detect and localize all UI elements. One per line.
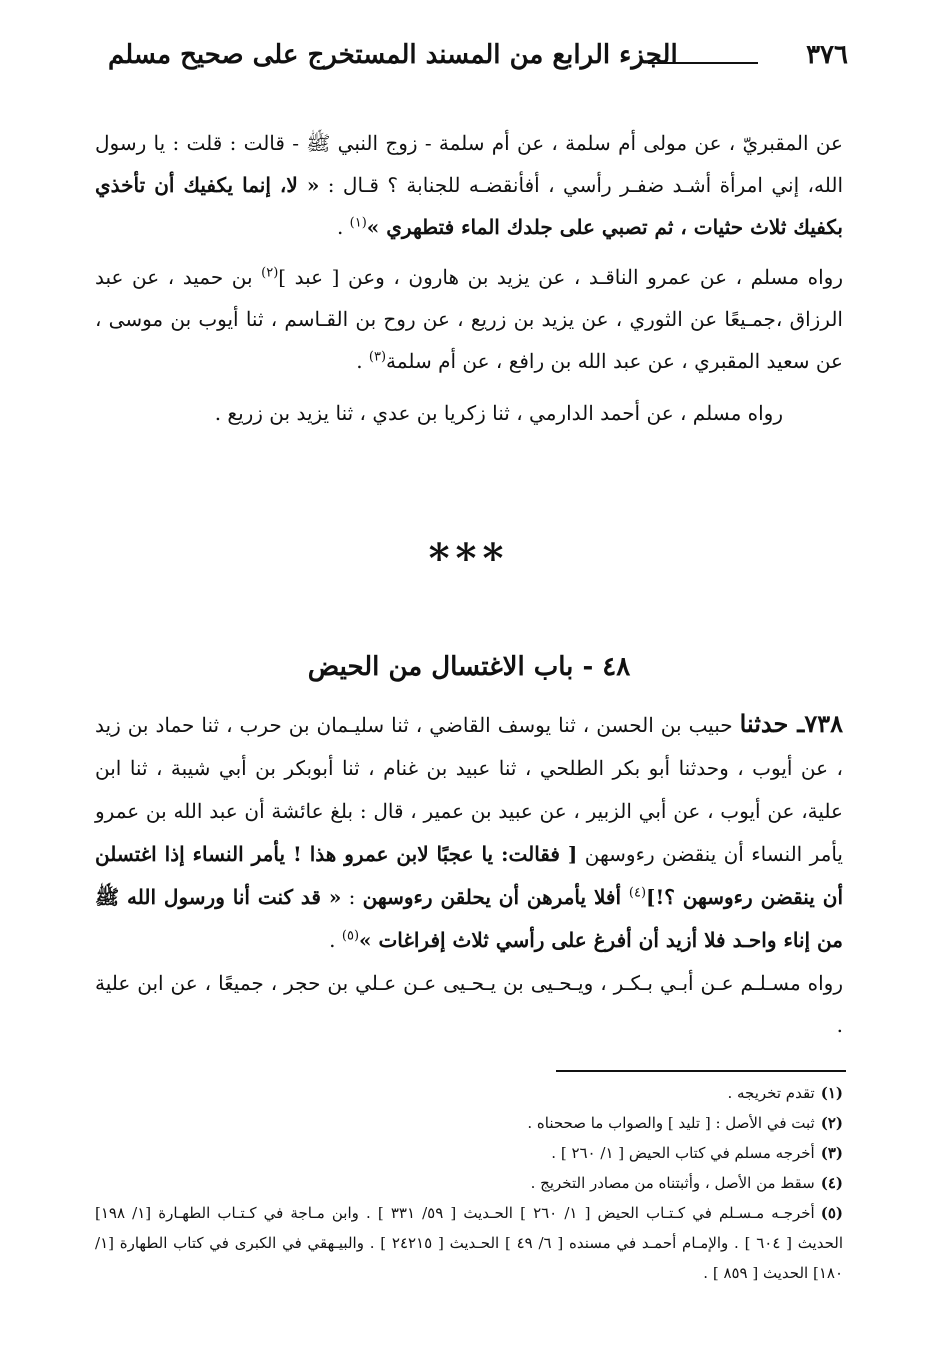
footnote-text: ثبت في الأصل : [ تليد ] والصواب ما صححناه .	[527, 1114, 815, 1132]
page-number: ٣٧٦	[806, 40, 848, 70]
section-separator: ***	[428, 535, 510, 582]
footnote-number: (٥)	[820, 1204, 844, 1222]
chapter-title: ٤٨ - باب الاغتسال من الحيض	[307, 652, 631, 682]
footnote-marker: (٢)	[261, 265, 279, 281]
footnote	[95, 1138, 843, 1168]
hadith-paragraph	[95, 702, 843, 962]
footnote-marker: (٤)	[628, 885, 647, 901]
footnote	[95, 1078, 843, 1108]
footnote-separator	[556, 1070, 846, 1072]
footnote-number: (١)	[820, 1084, 843, 1102]
footnote-number: (٤)	[820, 1174, 843, 1192]
takhrij-text: بن حميد ، عن عبد الرزاق ،جمـيعًا عن الثوري ، عن يزيد بن زريع ، عن روح بن القـاسم ، ثنا أيوب بن موسى ، عن سعيد المقبري ، عن عبد الله بن رافع ، عن أم سلمة	[95, 265, 843, 373]
takhrij-text: رواه مسلم ، عن عمرو الناقـد ، عن يزيد بن هارون ، وعن [ عبد ]	[278, 265, 843, 289]
hadith-number-lead: ٧٣٨ـ حدثنا	[739, 709, 843, 738]
footnote	[95, 1108, 843, 1138]
sentence-end: .	[336, 215, 350, 239]
takhrij-text: رواه مسـلـم عـن أبـي بـكـر ، ويـحـيى بن يـحـيى عـن عـلي بن حجر ، جميعًا ، عن ابن علية .	[95, 971, 843, 1037]
footnotes	[95, 1078, 843, 1288]
running-header	[108, 40, 848, 90]
takhrij-paragraph	[95, 256, 843, 382]
hadith-continuation-paragraph	[95, 122, 843, 248]
takhrij-paragraph	[95, 962, 843, 1046]
footnote-number: (٣)	[820, 1144, 843, 1162]
prophet-quote: « لا، إنما يكفيك أن تأخذي بكفيك ثلاث حثيات ، ثم تصبي على جلدك الماء فتطهري »	[95, 173, 843, 239]
footnote-number: (٢)	[820, 1114, 843, 1132]
footnote-text: أخرجـه مـسـلم في كـتـاب الحيض [ ١/ ٢٦٠ ] الحـديث [ ٥٩/ ٣٣١ ] . وابن مـاجة في كـتـاب الطهـارة [١/ ١٩٨] الحديث [ ٦٠٤ ] . والإمـام أحمـد في مسنده [ ٦/ ٤٩ ] الحـديث [ ٢٤٢١٥ ] . والبيـهقي في الكبرى في كتاب الطهارة [١/ ١٨٠] الحديث [ ٨٥٩ ] .	[95, 1204, 843, 1282]
footnote-marker: (٥)	[341, 928, 360, 944]
running-title: الجزء الرابع من المسند المستخرج على صحيح مسلم	[108, 40, 678, 70]
narration-text: عن المقبريّ ، عن مولى أم سلمة ، عن أم سلمة - زوج النبي ﷺ - قالت : قلت : يا رسول الله، إني امرأة أشـد ضفـر رأسي ، أفأنقضـه للجنابة ؟ قـال :	[95, 131, 843, 197]
footnote-text: سقط من الأصل ، وأثبتناه من مصادر التخريج .	[530, 1174, 815, 1192]
takhrij-text: رواه مسلم ، عن أحمد الدارمي ، ثنا زكريا بن عدي ، ثنا يزيد بن زريع .	[214, 401, 783, 425]
prophet-quote: « قد كنت أنا ورسول الله ﷺ من إناء واحـد فلا أزيد أن أفرغ على رأسي ثلاث إفراغات »	[95, 885, 843, 952]
narration-text: :	[341, 885, 363, 909]
footnote	[95, 1168, 843, 1198]
takhrij-paragraph	[93, 392, 783, 434]
footnote-marker: (١)	[349, 215, 367, 231]
aisha-quote-continued: أفلا يأمرهن أن يحلقن رءوسهن	[362, 885, 629, 909]
footnote-marker: (٣)	[368, 349, 387, 365]
aisha-quote: [ فقالت: يا عجبًا لابن عمرو هذا ! يأمر النساء إذا اغتسلن أن ينقضن رءوسهن ؟!]	[95, 842, 844, 909]
sentence-end: .	[329, 928, 342, 952]
footnote-text: تقدم تخريجه .	[727, 1084, 815, 1102]
footnote-text: أخرجه مسلم في كتاب الحيض [ ١/ ٢٦٠ ] .	[551, 1144, 815, 1162]
sentence-end: .	[356, 349, 369, 373]
isnad-text: حبيب بن الحسن ، ثنا يوسف القاضي ، ثنا سليـمان بن حرب ، ثنا حماد بن زيد ، عن أيوب ، وحدثنا أبو بكر الطلحي ، ثنا عبيد بن غنام ، ثنا أبوبكر بن أبي شيبة ، ثنا ابن علية، عن أيوب ، عن أبي الزبير ، عن عبيد بن عمير ، قال : بلغ عائشة أن عبد الله بن عمرو يأمر النساء أن ينقضن رءوسهن	[95, 713, 843, 866]
footnote	[95, 1198, 843, 1288]
